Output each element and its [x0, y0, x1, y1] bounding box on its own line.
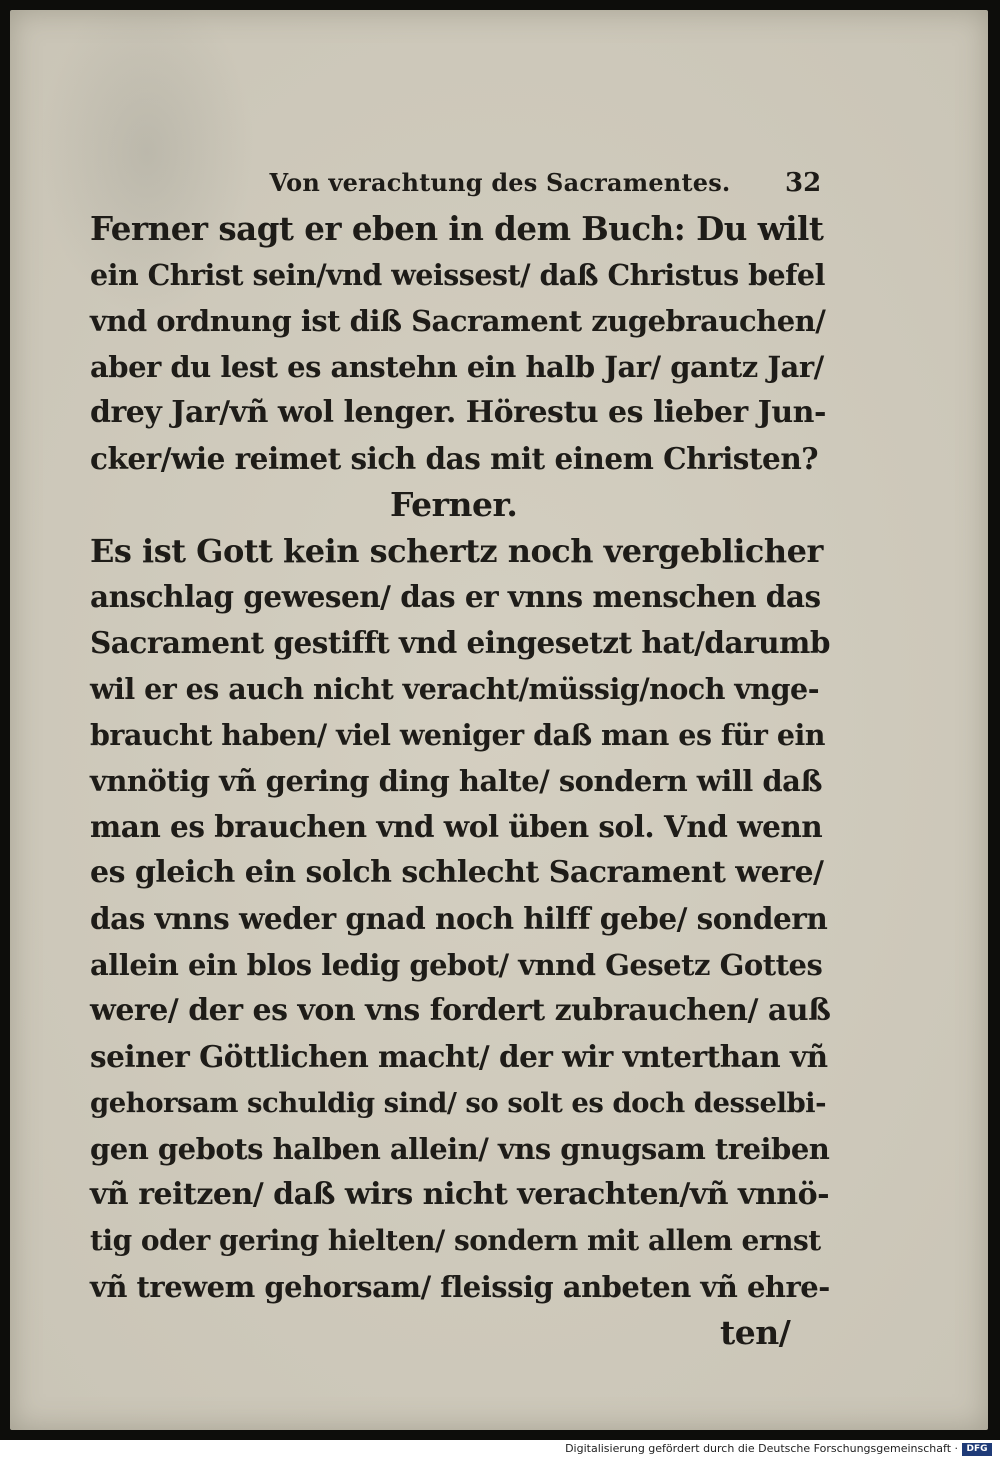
text-line: es gleich ein solch schlecht Sacrament were/: [90, 855, 824, 890]
text-line: allein ein blos ledig gebot/ vnnd Gesetz Gottes: [90, 948, 823, 982]
text-line: gehorsam schuldig sind/ so solt es doch desselbi-: [90, 1087, 827, 1119]
text-line: tig oder gering hielten/ sondern mit allem ernst: [90, 1224, 821, 1257]
footer-bar: [0, 1440, 1000, 1459]
book-page: [10, 10, 988, 1430]
funding-credit: Digitalisierung gefördert durch die Deutsche Forschungsgemeinschaft ·: [565, 1442, 958, 1455]
section-heading: Ferner.: [390, 485, 518, 524]
text-line: vnnötig vñ gering ding halte/ sondern will daß: [90, 764, 822, 798]
catchword: ten/: [720, 1313, 791, 1352]
text-line: Sacrament gestifft vnd eingesetzt hat/darumb: [90, 625, 830, 660]
text-line: braucht haben/ viel weniger daß man es für ein: [90, 718, 826, 752]
page-number: 32: [785, 168, 822, 198]
text-line: vnd ordnung ist diß Sacrament zugebrauchen/: [90, 304, 826, 338]
text-line: anschlag gewesen/ das er vnns menschen das: [90, 579, 821, 614]
running-head: Von verachtung des Sacramentes.: [269, 168, 731, 197]
text-line: Es ist Gott kein schertz noch vergeblicher: [90, 532, 823, 570]
dfg-logo: DFG: [962, 1443, 992, 1456]
text-line: ein Christ sein/vnd weissest/ daß Christus befel: [90, 258, 825, 292]
text-line: drey Jar/vñ wol lenger. Hörestu es lieber Jun-: [90, 395, 826, 430]
text-line: man es brauchen vnd wol üben sol. Vnd wenn: [90, 809, 823, 844]
text-line: were/ der es von vns fordert zubrauchen/ auß: [90, 993, 831, 1028]
text-line: vñ trewem gehorsam/ fleissig anbeten vñ ehre-: [90, 1270, 830, 1304]
text-line: aber du lest es anstehn ein halb Jar/ gantz Jar/: [90, 350, 824, 384]
text-line: wil er es auch nicht veracht/müssig/noch vnge-: [90, 672, 820, 706]
text-line: das vnns weder gnad noch hilff gebe/ sondern: [90, 901, 828, 936]
text-line: Ferner sagt er eben in dem Buch: Du wilt: [90, 209, 824, 248]
text-line: vñ reitzen/ daß wirs nicht verachten/vñ vnnö-: [90, 1177, 830, 1212]
text-line: cker/wie reimet sich das mit einem Christen?: [90, 441, 819, 476]
text-line: gen gebots halben allein/ vns gnugsam treiben: [90, 1132, 830, 1166]
text-line: seiner Göttlichen macht/ der wir vnterthan vñ: [90, 1039, 828, 1074]
